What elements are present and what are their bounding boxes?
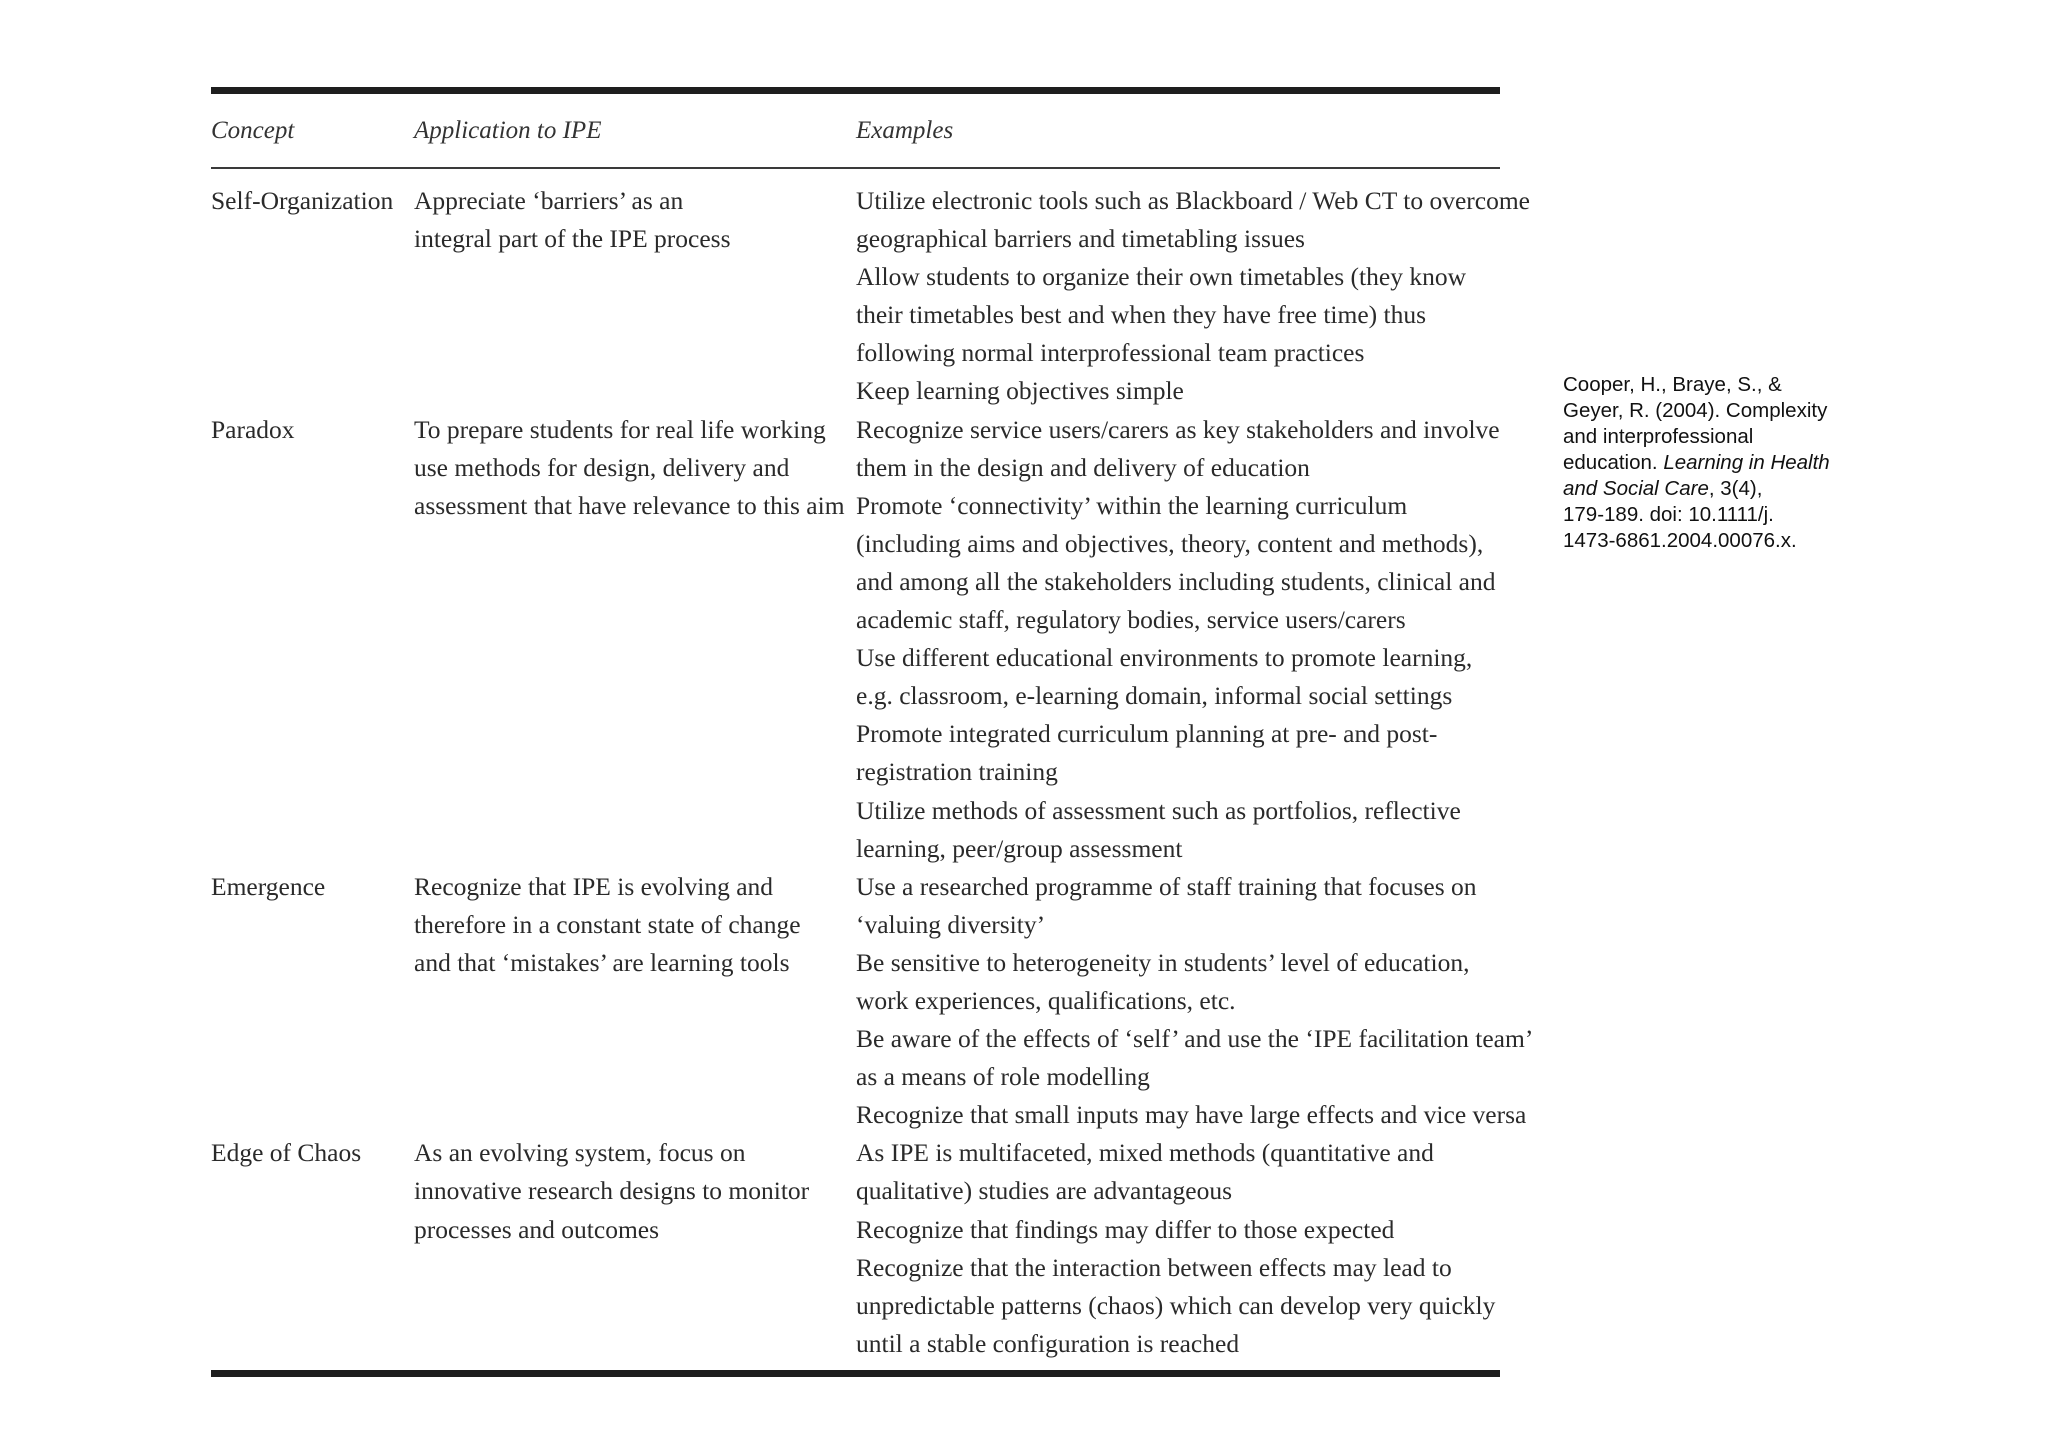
citation-journal-title: and Social Care [1563,477,1709,500]
example-line: Promote ‘connectivity’ within the learning curriculum [856,490,1408,520]
examples-cell [856,1134,1500,1363]
citation-line [1563,450,1893,476]
table-row [211,1134,1500,1363]
application-line: As an evolving system, focus on [414,1138,746,1168]
application-line: Recognize that IPE is evolving and [414,871,774,901]
concept-text: Self-Organization [211,186,394,215]
citation-volume: , 3(4), [1708,477,1763,500]
header-concept: Concept [211,116,295,144]
table-row [211,182,1530,411]
example-line: Be aware of the effects of ‘self’ and use the ‘IPE facilitation team’ [856,1024,1534,1054]
example-line: Use different educational environments to promote learning, [856,643,1473,673]
header-examples: Examples [856,116,954,144]
application-line: processes and outcomes [414,1214,660,1244]
examples-cell [856,182,1530,411]
application-line: innovative research designs to monitor [414,1176,810,1206]
header-application: Application to IPE [414,116,602,144]
application-line: assessment that have relevance to this aim [414,490,845,520]
concept-cell [211,1134,414,1363]
example-line: geographical barriers and timetabling issues [856,224,1305,254]
application-cell [414,868,856,1135]
table-body [211,169,1534,1370]
example-line: unpredictable patterns (chaos) which can develop very quickly [856,1290,1496,1320]
concept-text: Emergence [211,871,326,901]
example-line: As IPE is multifaceted, mixed methods (quantitative and [856,1138,1434,1168]
citation-line [1563,476,1893,502]
example-line: until a stable configuration is reached [856,1328,1240,1358]
citation-reference [1563,372,1893,554]
citation-line: 1473-6861.2004.00076.x. [1563,529,1797,552]
example-line: qualitative) studies are advantageous [856,1176,1232,1206]
citation-line: 179-189. doi: 10.1111/j. [1563,503,1774,526]
example-line: Recognize service users/carers as key stakeholders and involve [856,414,1500,444]
example-line: Promote integrated curriculum planning at pre- and post- [856,719,1438,749]
concept-text: Paradox [211,414,295,444]
example-line: registration training [856,757,1058,787]
table-top-rule [211,87,1500,94]
example-line: e.g. classroom, e-learning domain, informal social settings [856,681,1453,711]
citation-text: education. [1563,451,1664,474]
example-line: as a means of role modelling [856,1062,1150,1092]
example-line: Keep learning objectives simple [856,376,1184,406]
citation-journal-title: Learning in Health [1663,451,1830,474]
application-line: use methods for design, delivery and [414,452,790,482]
application-cell [414,1134,856,1363]
example-line: Recognize that small inputs may have large effects and vice versa [856,1100,1527,1130]
application-line: integral part of the IPE process [414,224,731,254]
citation-line: Geyer, R. (2004). Complexity [1563,399,1828,422]
example-line: Recognize that the interaction between effects may lead to [856,1252,1452,1282]
table-row [211,868,1534,1135]
application-line: therefore in a constant state of change [414,909,801,939]
citation-line: and interprofessional [1563,425,1754,448]
table-header-row [211,94,1500,167]
example-line: learning, peer/group assessment [856,833,1183,863]
example-line: Allow students to organize their own timetables (they know [856,262,1466,292]
example-line: Be sensitive to heterogeneity in students’ level of education, [856,947,1470,977]
example-line: (including aims and objectives, theory, content and methods), [856,528,1484,558]
table-bottom-rule [211,1370,1500,1377]
application-line: and that ‘mistakes’ are learning tools [414,947,790,977]
example-line: academic staff, regulatory bodies, service users/carers [856,605,1406,635]
example-line: and among all the stakeholders including students, clinical and [856,566,1496,596]
example-line: work experiences, qualifications, etc. [856,985,1236,1015]
table-row [211,411,1500,868]
concept-cell [211,868,414,1135]
example-line: Utilize methods of assessment such as portfolios, reflective [856,795,1461,825]
concept-table [211,87,1534,1377]
example-line: Recognize that findings may differ to those expected [856,1214,1395,1244]
examples-cell [856,411,1500,868]
concept-cell [211,411,414,868]
example-line: them in the design and delivery of education [856,452,1310,482]
application-line: To prepare students for real life working [414,414,826,444]
example-line: Use a researched programme of staff training that focuses on [856,871,1477,901]
example-line: their timetables best and when they have free time) thus [856,300,1427,330]
application-line: Appreciate ‘barriers’ as an [414,186,684,215]
application-cell [414,182,856,411]
example-line: following normal interprofessional team practices [856,338,1365,368]
example-line: Utilize electronic tools such as Blackboard / Web CT to overcome [856,186,1530,215]
application-cell [414,411,856,868]
concept-cell [211,182,414,411]
examples-cell [856,868,1533,1135]
concept-text: Edge of Chaos [211,1138,362,1168]
citation-line: Cooper, H., Braye, S., & [1563,373,1782,396]
example-line: ‘valuing diversity’ [856,909,1046,939]
